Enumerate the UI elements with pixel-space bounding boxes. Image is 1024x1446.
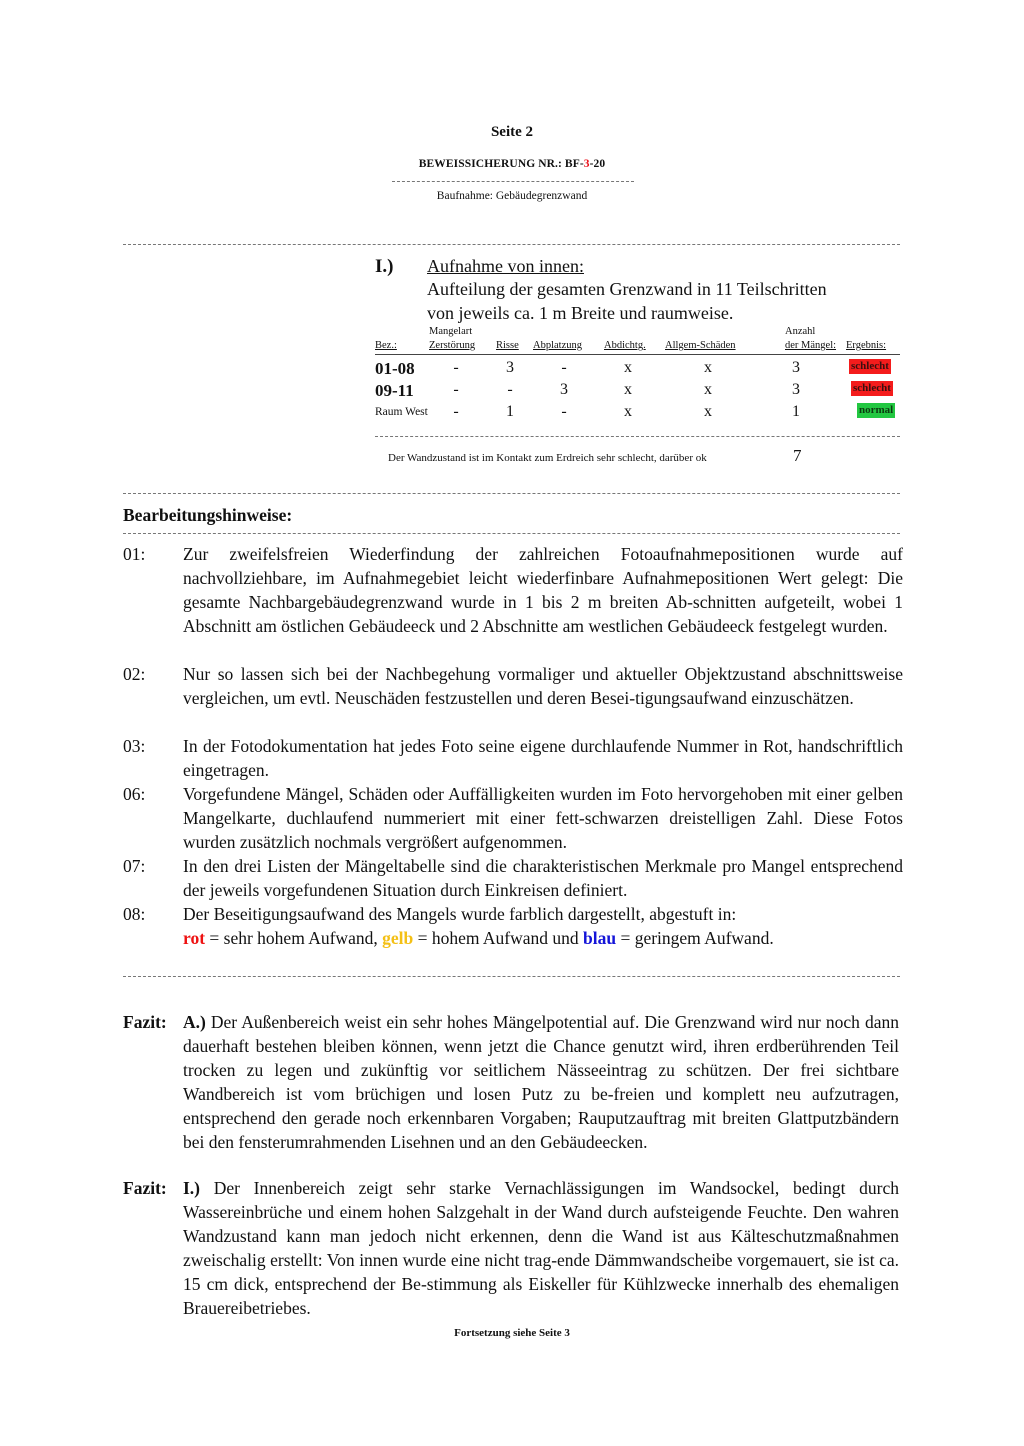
note-text: Zur zweifelsfreien Wiederfindung der zahlreichen Fotoaufnahmepositionen wurde auf nachvollziehbare, im Aufnahmegebiet leicht wiederfinbare Aufnahmepositionen Wert gelegt: Die gesamte Nachbargebäudegrenzwand wurde in 1 bis 2 m breiten Ab-schnitten aufgeteilt, wobei 1 Abschnitt am östlichen Gebäudeeck und 2 Abschnitte am westlichen Gebäudeeck festgelegt wurden. (183, 544, 903, 636)
cell-bez: Raum West (375, 406, 428, 418)
document-id-suffix: -20 (589, 158, 606, 170)
section-description-line: Aufteilung der gesamten Grenzwand in 11 Teilschritten (427, 279, 827, 299)
document-id (0, 158, 1024, 170)
cell-zerstoerung: - (453, 359, 459, 376)
note-number: 06: (123, 784, 146, 804)
legend-blue-text: = geringem Aufwand. (616, 928, 774, 948)
cell-allgem: x (704, 403, 712, 420)
column-header-risse: Risse (496, 340, 519, 351)
notes-heading-divider (123, 533, 900, 534)
column-header-abdichtung: Abdichtg. (604, 340, 646, 351)
legend-red-text: = sehr hohem Aufwand, (205, 928, 383, 948)
cell-abdichtung: x (624, 381, 632, 398)
note-text: In den drei Listen der Mängeltabelle sind die charakteristischen Merkmale pro Mangel entsprechend der jeweils vorgefundenen Situation durch Einkreisen definiert. (183, 856, 903, 900)
section-title: Aufnahme von innen: (427, 256, 584, 276)
column-header-bez: Bez.: (375, 340, 397, 351)
note-item (123, 662, 903, 734)
legend-yellow-text: = hohem Aufwand und (413, 928, 583, 948)
note-text: Vorgefundene Mängel, Schäden oder Auffälligkeiten wurden im Foto hervorgehoben mit einer gelben Mangelkarte, duchlaufend nummeriert mit einer fett-schwarzen dreistelligen Zahl. Diese Fotos wurden zusätzlich nochmals vergrößert aufgenommen. (183, 784, 903, 852)
cell-risse: 3 (506, 359, 514, 376)
cell-allgem: x (704, 381, 712, 398)
note-number: 07: (123, 856, 146, 876)
cell-anzahl: 3 (792, 359, 800, 376)
group-label-anzahl: Anzahl (785, 326, 816, 337)
page-number: Seite 2 (490, 124, 534, 140)
note-number: 03: (123, 736, 146, 756)
table-row (375, 403, 900, 425)
column-header-zerstoerung: Zerstörung (429, 340, 476, 351)
legend-line (183, 926, 903, 950)
defects-table-header (375, 340, 900, 355)
cell-abplatzung: - (561, 403, 567, 420)
document-id-highlight: 3 (583, 158, 590, 170)
conclusion-text (183, 1176, 899, 1320)
note-number: 01: (123, 544, 146, 564)
conclusion-text (183, 1010, 899, 1154)
status-badge: schlecht (851, 360, 889, 372)
conclusion-item (123, 1010, 903, 1178)
table-row (375, 359, 900, 381)
cell-risse: - (507, 381, 513, 398)
conclusion-body: Der Außenbereich weist ein sehr hohes Mängelpotential auf. Die Grenzwand wird nur noch dann dauerhaft bestehen bleiben können, wenn jetzt die Chance genutzt wird, ihren erdberührenden Teil trocken zu legen und zukünftig vor seitlichem Nässeeintrag zu schützen. Der frei sichtbare Wandbereich ist vom brüchigen und losen Putz zu be-freien und komplett neu aufzutragen, entsprechend den gerade noch erkennbaren Vorgaben; Rauputzauftrag mit breiten Glattputzbändern bei den fensterumrahmenden Lisehnen und an den Gebäudeecken. (183, 1012, 899, 1152)
column-header-anzahl: der Mängel: (785, 340, 837, 351)
conclusion-body: Der Innenbereich zeigt sehr starke Vernachlässigungen im Wandsockel, bedingt durch Wassereinbrüche und einem hohen Salzgehalt in der Wand durch aufsteigende Feuchte. Den wahren Wandzustand kann man jedoch nicht erkennen, denn die Wand ist aus Kälteschutzmaßnahmen zweischalig erstellt: Von innen wurde eine nicht trag-ende Dämmwandscheibe vorgemauert, sie ist ca. 15 cm dick, entsprechend der Be-stimmung als Eiskeller für Kühlzwecke innerhalb des ehemaligen Brauereibetriebes. (183, 1178, 899, 1318)
column-header-abplatzung: Abplatzung (533, 340, 582, 351)
section-description-line: von jeweils ca. 1 m Breite und raumweise. (427, 303, 734, 323)
document-id-prefix: BEWEISSICHERUNG NR.: BF- (418, 158, 584, 170)
conclusion-prefix: I.) (183, 1178, 201, 1198)
note-item (123, 854, 903, 902)
conclusion-item (123, 1176, 903, 1320)
table-summary-text: Der Wandzustand ist im Kontakt zum Erdreich sehr schlecht, darüber ok (388, 452, 707, 464)
section-number: I.) (375, 256, 394, 277)
note-number: 08: (123, 904, 146, 924)
cell-allgem: x (704, 359, 712, 376)
cell-risse: 1 (506, 403, 514, 420)
note-number: 02: (123, 664, 146, 684)
status-badge: schlecht (853, 382, 891, 394)
note-item (123, 734, 903, 782)
notes-divider-bottom (123, 976, 900, 977)
notes-heading: Bearbeitungshinweise: (123, 505, 293, 525)
table-summary-total: 7 (793, 446, 802, 465)
column-header-ergebnis: Ergebnis: (846, 340, 887, 351)
conclusion-label: Fazit: (123, 1012, 167, 1032)
cell-abdichtung: x (624, 403, 632, 420)
note-text: Der Beseitigungsaufwand des Mangels wurde farblich dargestellt, abgestuft in: (183, 904, 737, 924)
cell-bez: 01-08 (375, 359, 415, 378)
conclusion-prefix: A.) (183, 1012, 206, 1032)
note-text: In der Fotodokumentation hat jedes Foto seine eigene durchlaufende Nummer in Rot, handschriftlich eingetragen. (183, 736, 903, 780)
cell-abplatzung: 3 (560, 381, 568, 398)
cost-color-legend (123, 926, 903, 950)
table-row (375, 381, 900, 403)
cell-anzahl: 1 (792, 403, 800, 420)
status-badge: normal (859, 404, 894, 416)
note-text: Nur so lassen sich bei der Nachbegehung vormaliger und aktueller Objektzustand abschnittsweise vergleichen, um evtl. Neuschäden festzustellen und deren Besei-tigungsaufwand einzuschätzen. (183, 664, 903, 708)
table-divider (375, 436, 900, 437)
cell-abdichtung: x (624, 359, 632, 376)
legend-yellow-word: gelb (382, 928, 414, 948)
section-divider (123, 493, 900, 494)
legend-blue-word: blau (583, 928, 617, 948)
column-header-allgem: Allgem-Schäden (665, 340, 736, 351)
legend-red-word: rot (183, 928, 206, 948)
group-label-mangelart: Mangelart (429, 326, 473, 337)
note-item (123, 782, 903, 854)
header-divider (392, 181, 634, 182)
document-subtitle: Baufnahme: Gebäudegrenzwand (436, 190, 588, 202)
cell-bez: 09-11 (375, 381, 414, 400)
note-item (123, 542, 903, 662)
conclusion-label: Fazit: (123, 1178, 167, 1198)
continuation-footer: Fortsetzung siehe Seite 3 (454, 1327, 570, 1339)
cell-zerstoerung: - (453, 403, 459, 420)
cell-abplatzung: - (561, 359, 567, 376)
cell-anzahl: 3 (792, 381, 800, 398)
cell-zerstoerung: - (453, 381, 459, 398)
section-divider-top (123, 244, 900, 245)
